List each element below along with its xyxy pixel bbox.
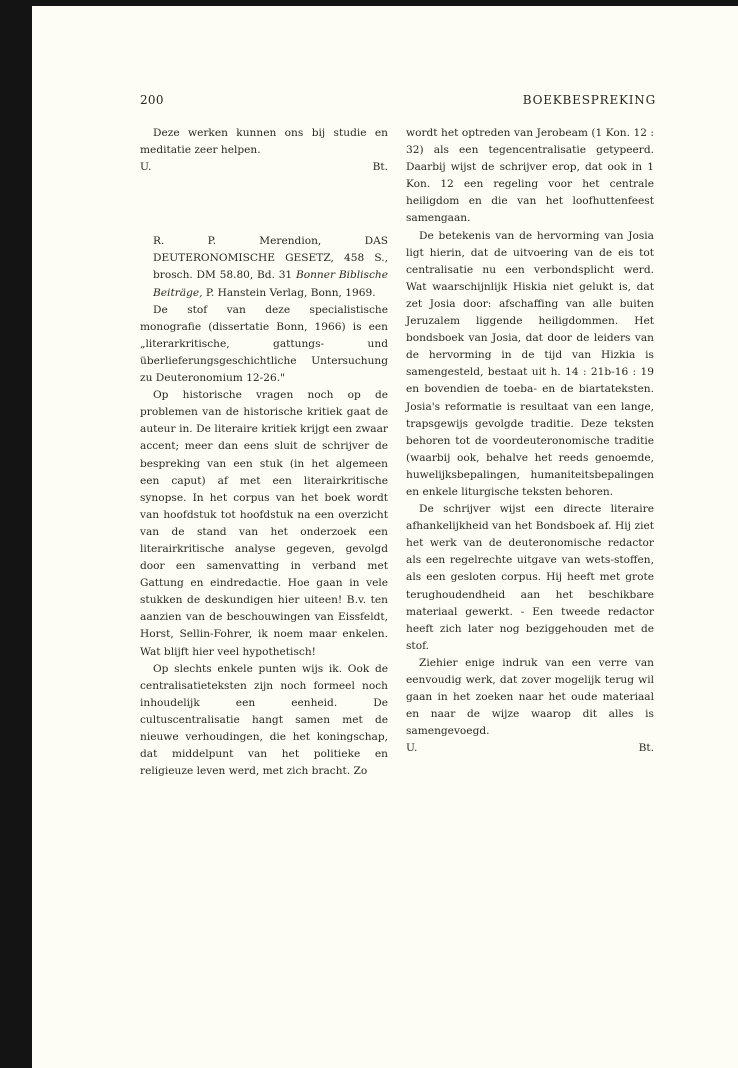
scan-dark-edge-top (0, 0, 738, 6)
book-citation (153, 233, 388, 301)
paragraph: De stof van deze specialistische monografie (dissertatie Bonn, 1966) is een „literarkritische, gattungs- und überlieferungsgeschichtliche Untersuchung zu Deuteronomium 12-26." (140, 303, 388, 385)
paragraph: Op historische vragen noch op de problemen van de historische kritiek gaat de auteur in. De literaire kritiek krijgt een zwaar accent; meer dan eens sluit de schrijver de bespreking van een stuk (in het algemeen een caput) af met een literairkritische synopse. In het corpus van het boek wordt van hoofdstuk tot hoofdstuk na een overzicht van de stand van het onderzoek een literairkritische analyse gegeven, gevolgd door een samenvatting in verband met Gattung en eindredactie. Hoe gaan in vele stukken de deskundigen hier uiteen! B.v. ten aanzien van de beschouwingen van Eissfeldt, Horst, Sellin-Fohrer, ik noem maar enkelen. Wat blijft hier veel hypothetisch! (140, 389, 388, 658)
signature-initial: U. (140, 161, 152, 174)
citation-series: Bonner Biblische Beiträge, (153, 269, 389, 299)
scan-dark-edge-left (0, 0, 32, 1068)
page-number: 200 (140, 93, 164, 107)
citation-title: R. P. Merendion, DAS DEUTERONOMISCHE GESETZ, 458 S., brosch. DM 58.80, Bd. 31 (153, 235, 388, 282)
signature-initial: U. (406, 742, 418, 755)
signature-reviewer: Bt. (372, 161, 388, 174)
left-column (140, 125, 388, 780)
running-title: BOEKBESPREKING (522, 93, 656, 107)
paragraph: De betekenis van de hervorming van Josia ligt hierin, dat de uitvoering van de eis tot centralisatie nu een verbondsplicht werd. Wat waarschijnlijk Hiskia niet gelukt is, dat zet Josia door: afschaffing van alle buiten Jeruzalem liggende heiligdommen. Het bondsboek van Josia, dat door de leiders van de hervorming in de tijd van Hizkia is samengesteld, bestaat uit h. 14 : 21b-16 : 19 en bovendien de toeba- en de biartateksten. Josia's reformatie is resultaat van een lange, trapsgewijs gevolgde traditie. Deze teksten behoren tot de voordeuteronomische traditie (waarbij ook, behalve het reeds genoemde, huwelijksbepalingen, humaniteitsbepalingen en enkele liturgische teksten behoren. (406, 229, 654, 498)
paragraph: Op slechts enkele punten wijs ik. Ook de centralisatieteksten zijn noch formeel noch inhoudelijk een eenheid. De cultuscentralisatie hangt samen met de nieuwe verhoudingen, die het koningschap, dat middelpunt van het politieke en religieuze leven werd, met zich bracht. Zo (140, 662, 388, 778)
previous-review-signature (140, 159, 388, 176)
paragraph: Ziehier enige indruk van een verre van eenvoudig werk, dat zover mogelijk terug wil gaan in het zoeken naar het oude materiaal en naar de wijze waarop dit alles is samengevoegd. (406, 656, 654, 738)
previous-review-ending: Deze werken kunnen ons bij studie en meditatie zeer helpen. (140, 127, 388, 157)
signature-reviewer: Bt. (638, 742, 654, 755)
right-column (406, 125, 654, 757)
citation-publisher: P. Hanstein Verlag, Bonn, 1969. (205, 286, 376, 299)
review-signature (406, 740, 654, 757)
paragraph-continued: wordt het optreden van Jerobeam (1 Kon. 12 : 32) als een tegencentralisatie getypeerd. Daarbij wijst de schrijver erop, dat ook in 1 Kon. 12 een regeling voor het centrale heiligdom en die van het loofhuttenfeest samengaan. (406, 127, 654, 225)
paragraph: De schrijver wijst een directe literaire afhankelijkheid van het Bondsboek af. Hij ziet het werk van de deuteronomische redactor als een regelrechte uitgave van wets-stoffen, als een gesloten corpus. Hij heeft met grote terughoudendheid aan het beschikbare materiaal gewerkt. - Een tweede redactor heeft zich later nog beziggehouden met de stof. (406, 503, 654, 652)
